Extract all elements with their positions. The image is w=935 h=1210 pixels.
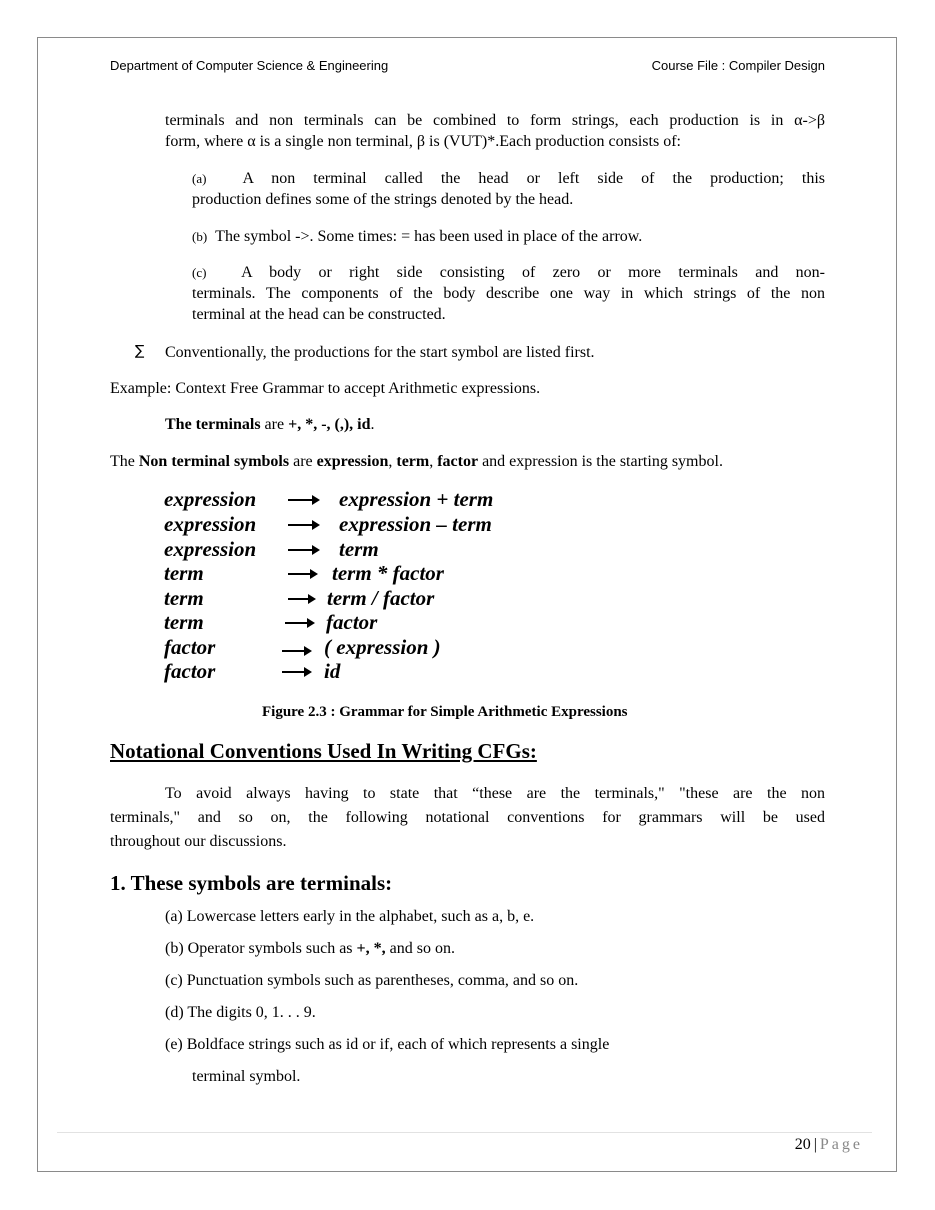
terminals-are: are (260, 416, 289, 433)
production-6-arrow-icon (285, 622, 309, 624)
part-a-line-2: production defines some of the strings denoted by the head. (192, 191, 574, 208)
conventions-line-2: terminals," and so on, the following notational conventions for grammars will be used (110, 809, 825, 826)
part-c-line-3: terminal at the head can be constructed. (192, 306, 446, 323)
production-4-arrow-icon (288, 573, 312, 575)
part-a-line-1 (192, 168, 825, 189)
part-c-label: (c) (192, 265, 207, 280)
page-word: Page (819, 1136, 863, 1153)
part-b-label: (b) (192, 229, 208, 244)
header-department: Department of Computer Science & Engineering (110, 58, 389, 73)
production-part-c (192, 262, 825, 325)
bullet-text: Conventionally, the productions for the start symbol are listed first. (165, 344, 595, 361)
terminals-subheading: 1. These symbols are terminals: (110, 871, 393, 895)
part-c-text-1: A body or right side consisting of zero or more terminals and non- (241, 264, 826, 281)
page-number: 20 (794, 1136, 811, 1153)
production-7-arrow-icon (282, 650, 306, 652)
production-6-head: term (164, 610, 204, 634)
production-3-arrow-icon (288, 549, 314, 551)
production-4-head: term (164, 561, 204, 585)
terminals-line (165, 414, 375, 435)
item-b-end: and so on. (385, 940, 455, 957)
nonterminal-expression: expression (316, 453, 389, 470)
production-1-head: expression (164, 487, 257, 511)
page-footer (795, 1136, 863, 1154)
production-3-body: term (339, 537, 379, 561)
terminal-list-item-a: (a) Lowercase letters early in the alphabet, such as a, b, e. (165, 908, 535, 925)
figure-caption: Figure 2.3 : Grammar for Simple Arithmetic Expressions (262, 704, 628, 720)
nonterminals-text-1: The (110, 453, 139, 470)
nonterminal-factor: factor (437, 453, 479, 470)
production-6-body: factor (326, 610, 378, 634)
item-b-operators: +, *, (356, 940, 386, 957)
production-8-body: id (324, 659, 341, 683)
production-4-body: term * factor (332, 561, 444, 585)
grammar-block (164, 487, 584, 687)
intro-line-2: form, where α is a single non terminal, β is (VUT)*.Each production consists of: (165, 133, 681, 150)
conventions-line-3: throughout our discussions. (110, 833, 287, 850)
example-line: Example: Context Free Grammar to accept Arithmetic expressions. (110, 380, 541, 397)
terminal-list-item-c: (c) Punctuation symbols such as parentheses, comma, and so on. (165, 972, 579, 989)
production-7-head: factor (164, 635, 216, 659)
production-7-body: ( expression ) (324, 635, 441, 659)
nonterminals-label: Non terminal symbols (138, 453, 290, 470)
part-b-text: The symbol ->. Some times: = has been used in place of the arrow. (215, 228, 643, 245)
production-5-arrow-icon (288, 598, 310, 600)
production-2-head: expression (164, 512, 257, 536)
production-5-body: term / factor (327, 586, 435, 610)
nonterminals-text-3: , (388, 453, 397, 470)
nonterminals-text-2: are (289, 453, 317, 470)
part-c-line-2: terminals. The components of the body describe one way in which strings of the non (192, 285, 825, 302)
intro-line-1: terminals and non terminals can be combined to form strings, each production is in α->β (165, 112, 825, 129)
intro-paragraph (165, 110, 825, 152)
part-c-line-1 (192, 262, 825, 283)
production-2-arrow-icon (288, 524, 314, 526)
item-b-text: (b) Operator symbols such as (165, 940, 357, 957)
header-course: Course File : Compiler Design (651, 58, 825, 73)
terminals-end: . (370, 416, 375, 433)
production-3-head: expression (164, 537, 257, 561)
nonterminal-term: term (396, 453, 430, 470)
production-5-head: term (164, 586, 204, 610)
terminal-list-item-e: (e) Boldface strings such as id or if, each of which represents a single (165, 1036, 610, 1053)
conventions-line-1: To avoid always having to state that “these are the terminals," "these are the non (165, 785, 825, 802)
nonterminals-text-4: , (429, 453, 438, 470)
production-part-a (192, 168, 825, 210)
production-1-arrow-icon (288, 499, 314, 501)
footer-divider (57, 1132, 872, 1133)
footer-separator: | (813, 1136, 817, 1153)
section-title: Notational Conventions Used In Writing CFGs: (110, 739, 537, 763)
production-2-body: expression – term (339, 512, 492, 536)
terminal-list-item-d: (d) The digits 0, 1. . . 9. (165, 1004, 316, 1021)
production-part-b (192, 226, 825, 247)
terminal-list-item-e-cont: terminal symbol. (192, 1068, 301, 1085)
terminal-symbols: +, *, -, (,), id (288, 416, 371, 433)
production-1-body: expression + term (339, 487, 494, 511)
nonterminals-line (110, 451, 723, 472)
terminals-label: The terminals (165, 416, 261, 433)
part-a-text-1: A non terminal called the head or left side of the production; this (242, 170, 826, 187)
terminal-list-item-b (165, 940, 455, 958)
part-a-label: (a) (192, 171, 207, 186)
production-8-arrow-icon (282, 671, 306, 673)
production-8-head: factor (164, 659, 216, 683)
conventions-paragraph (110, 782, 825, 854)
sigma-bullet-icon: ∑ (135, 343, 145, 359)
nonterminals-text-5: and expression is the starting symbol. (478, 453, 723, 470)
